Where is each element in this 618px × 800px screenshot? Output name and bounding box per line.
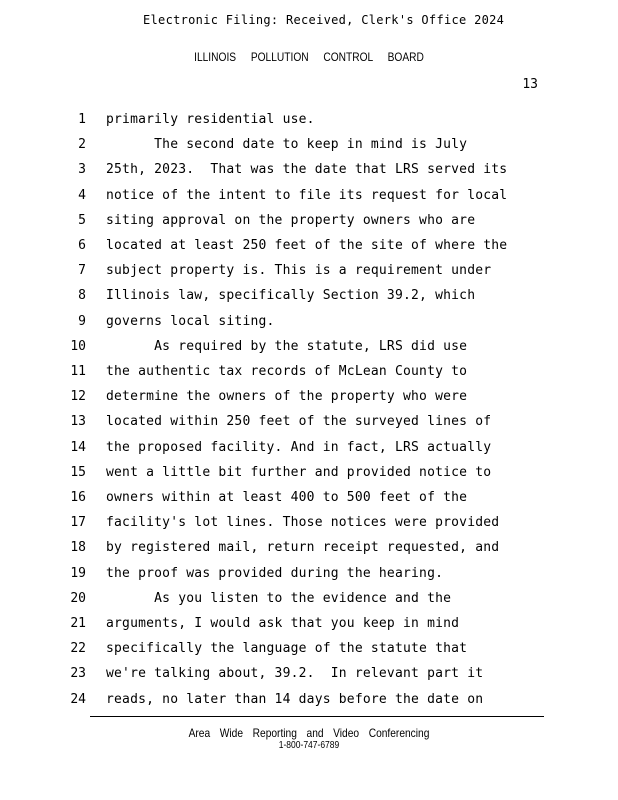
line-number: 14: [70, 439, 86, 455]
transcript-line: [0, 540, 618, 560]
line-text: the authentic tax records of McLean County to: [106, 364, 468, 379]
line-number: 3: [78, 162, 86, 178]
line-number: 17: [70, 515, 86, 531]
line-number: 24: [70, 691, 86, 707]
transcript-line: [0, 666, 618, 686]
line-number: 21: [70, 616, 86, 631]
line-number: 1: [78, 112, 86, 127]
transcript-line: [0, 364, 618, 384]
filing-stamp: Electronic Filing: Received, Clerk's Office 2024: [143, 13, 505, 27]
transcript-line: [0, 213, 618, 233]
line-number: 19: [70, 565, 86, 581]
line-text: owners within at least 400 to 500 feet of the: [106, 490, 468, 505]
line-number: 18: [70, 540, 86, 556]
transcript-line: [0, 616, 618, 636]
transcript-line: [0, 490, 618, 510]
line-text: governs local siting.: [106, 313, 275, 329]
agency-header: ILLINOIS POLLUTION CONTROL BOARD: [194, 50, 424, 64]
line-number: 16: [70, 490, 86, 505]
line-number: 6: [78, 238, 86, 253]
line-number: 23: [70, 666, 86, 682]
line-text: The second date to keep in mind is July: [106, 137, 468, 153]
line-number: 12: [70, 389, 86, 405]
footer-divider: [90, 716, 544, 717]
line-text: notice of the intent to file its request for local: [106, 187, 508, 203]
line-text: located within 250 feet of the surveyed lines of: [106, 414, 492, 430]
line-number: 10: [70, 338, 86, 354]
line-number: 20: [70, 590, 86, 606]
line-text: located at least 250 feet of the site of where the: [106, 238, 508, 253]
page-number: 13: [522, 77, 538, 92]
transcript-line: [0, 263, 618, 283]
transcript-line: [0, 112, 618, 132]
transcript-line: [0, 591, 618, 611]
transcript-line: [0, 692, 618, 712]
line-number: 11: [70, 364, 86, 379]
line-text: facility's lot lines. Those notices were provided: [106, 515, 500, 531]
line-text: we're talking about, 39.2. In relevant part it: [106, 666, 484, 682]
line-number: 13: [70, 414, 86, 430]
line-text: specifically the language of the statute that: [106, 641, 468, 657]
transcript-line: [0, 566, 618, 586]
transcript-line: [0, 188, 618, 208]
reporter-name: Area Wide Reporting and Video Conferencing: [188, 726, 430, 740]
line-text: 25th, 2023. That was the date that LRS served its: [106, 162, 508, 178]
line-text: determine the owners of the property who were: [106, 389, 468, 405]
line-text: Illinois law, specifically Section 39.2, which: [106, 288, 476, 304]
line-text: the proof was provided during the hearing.: [106, 565, 444, 581]
transcript-line: [0, 465, 618, 485]
transcript-line: [0, 440, 618, 460]
transcript-line: [0, 137, 618, 157]
line-number: 4: [78, 187, 86, 203]
line-number: 8: [78, 288, 86, 304]
transcript-line: [0, 414, 618, 434]
line-number: 15: [70, 464, 86, 480]
line-text: primarily residential use.: [106, 112, 315, 127]
line-text: subject property is. This is a requirement under: [106, 263, 492, 279]
line-number: 2: [78, 137, 86, 153]
line-text: As you listen to the evidence and the: [106, 590, 452, 606]
transcript-line: [0, 288, 618, 308]
transcript-line: [0, 162, 618, 182]
transcript-line: [0, 238, 618, 258]
line-text: As required by the statute, LRS did use: [106, 338, 468, 354]
line-text: arguments, I would ask that you keep in mind: [106, 616, 460, 631]
line-number: 5: [78, 212, 86, 228]
transcript-line: [0, 339, 618, 359]
line-number: 9: [78, 313, 86, 329]
line-text: went a little bit further and provided notice to: [106, 464, 492, 480]
line-text: siting approval on the property owners who are: [106, 212, 476, 228]
transcript-line: [0, 515, 618, 535]
line-text: reads, no later than 14 days before the date on: [106, 691, 484, 707]
line-number: 7: [78, 263, 86, 279]
line-number: 22: [70, 641, 86, 657]
reporter-phone: 1-800-747-6789: [278, 740, 340, 751]
transcript-line: [0, 314, 618, 334]
transcript-line: [0, 641, 618, 661]
transcript-line: [0, 389, 618, 409]
line-text: the proposed facility. And in fact, LRS actually: [106, 439, 492, 455]
line-text: by registered mail, return receipt requested, and: [106, 540, 500, 556]
